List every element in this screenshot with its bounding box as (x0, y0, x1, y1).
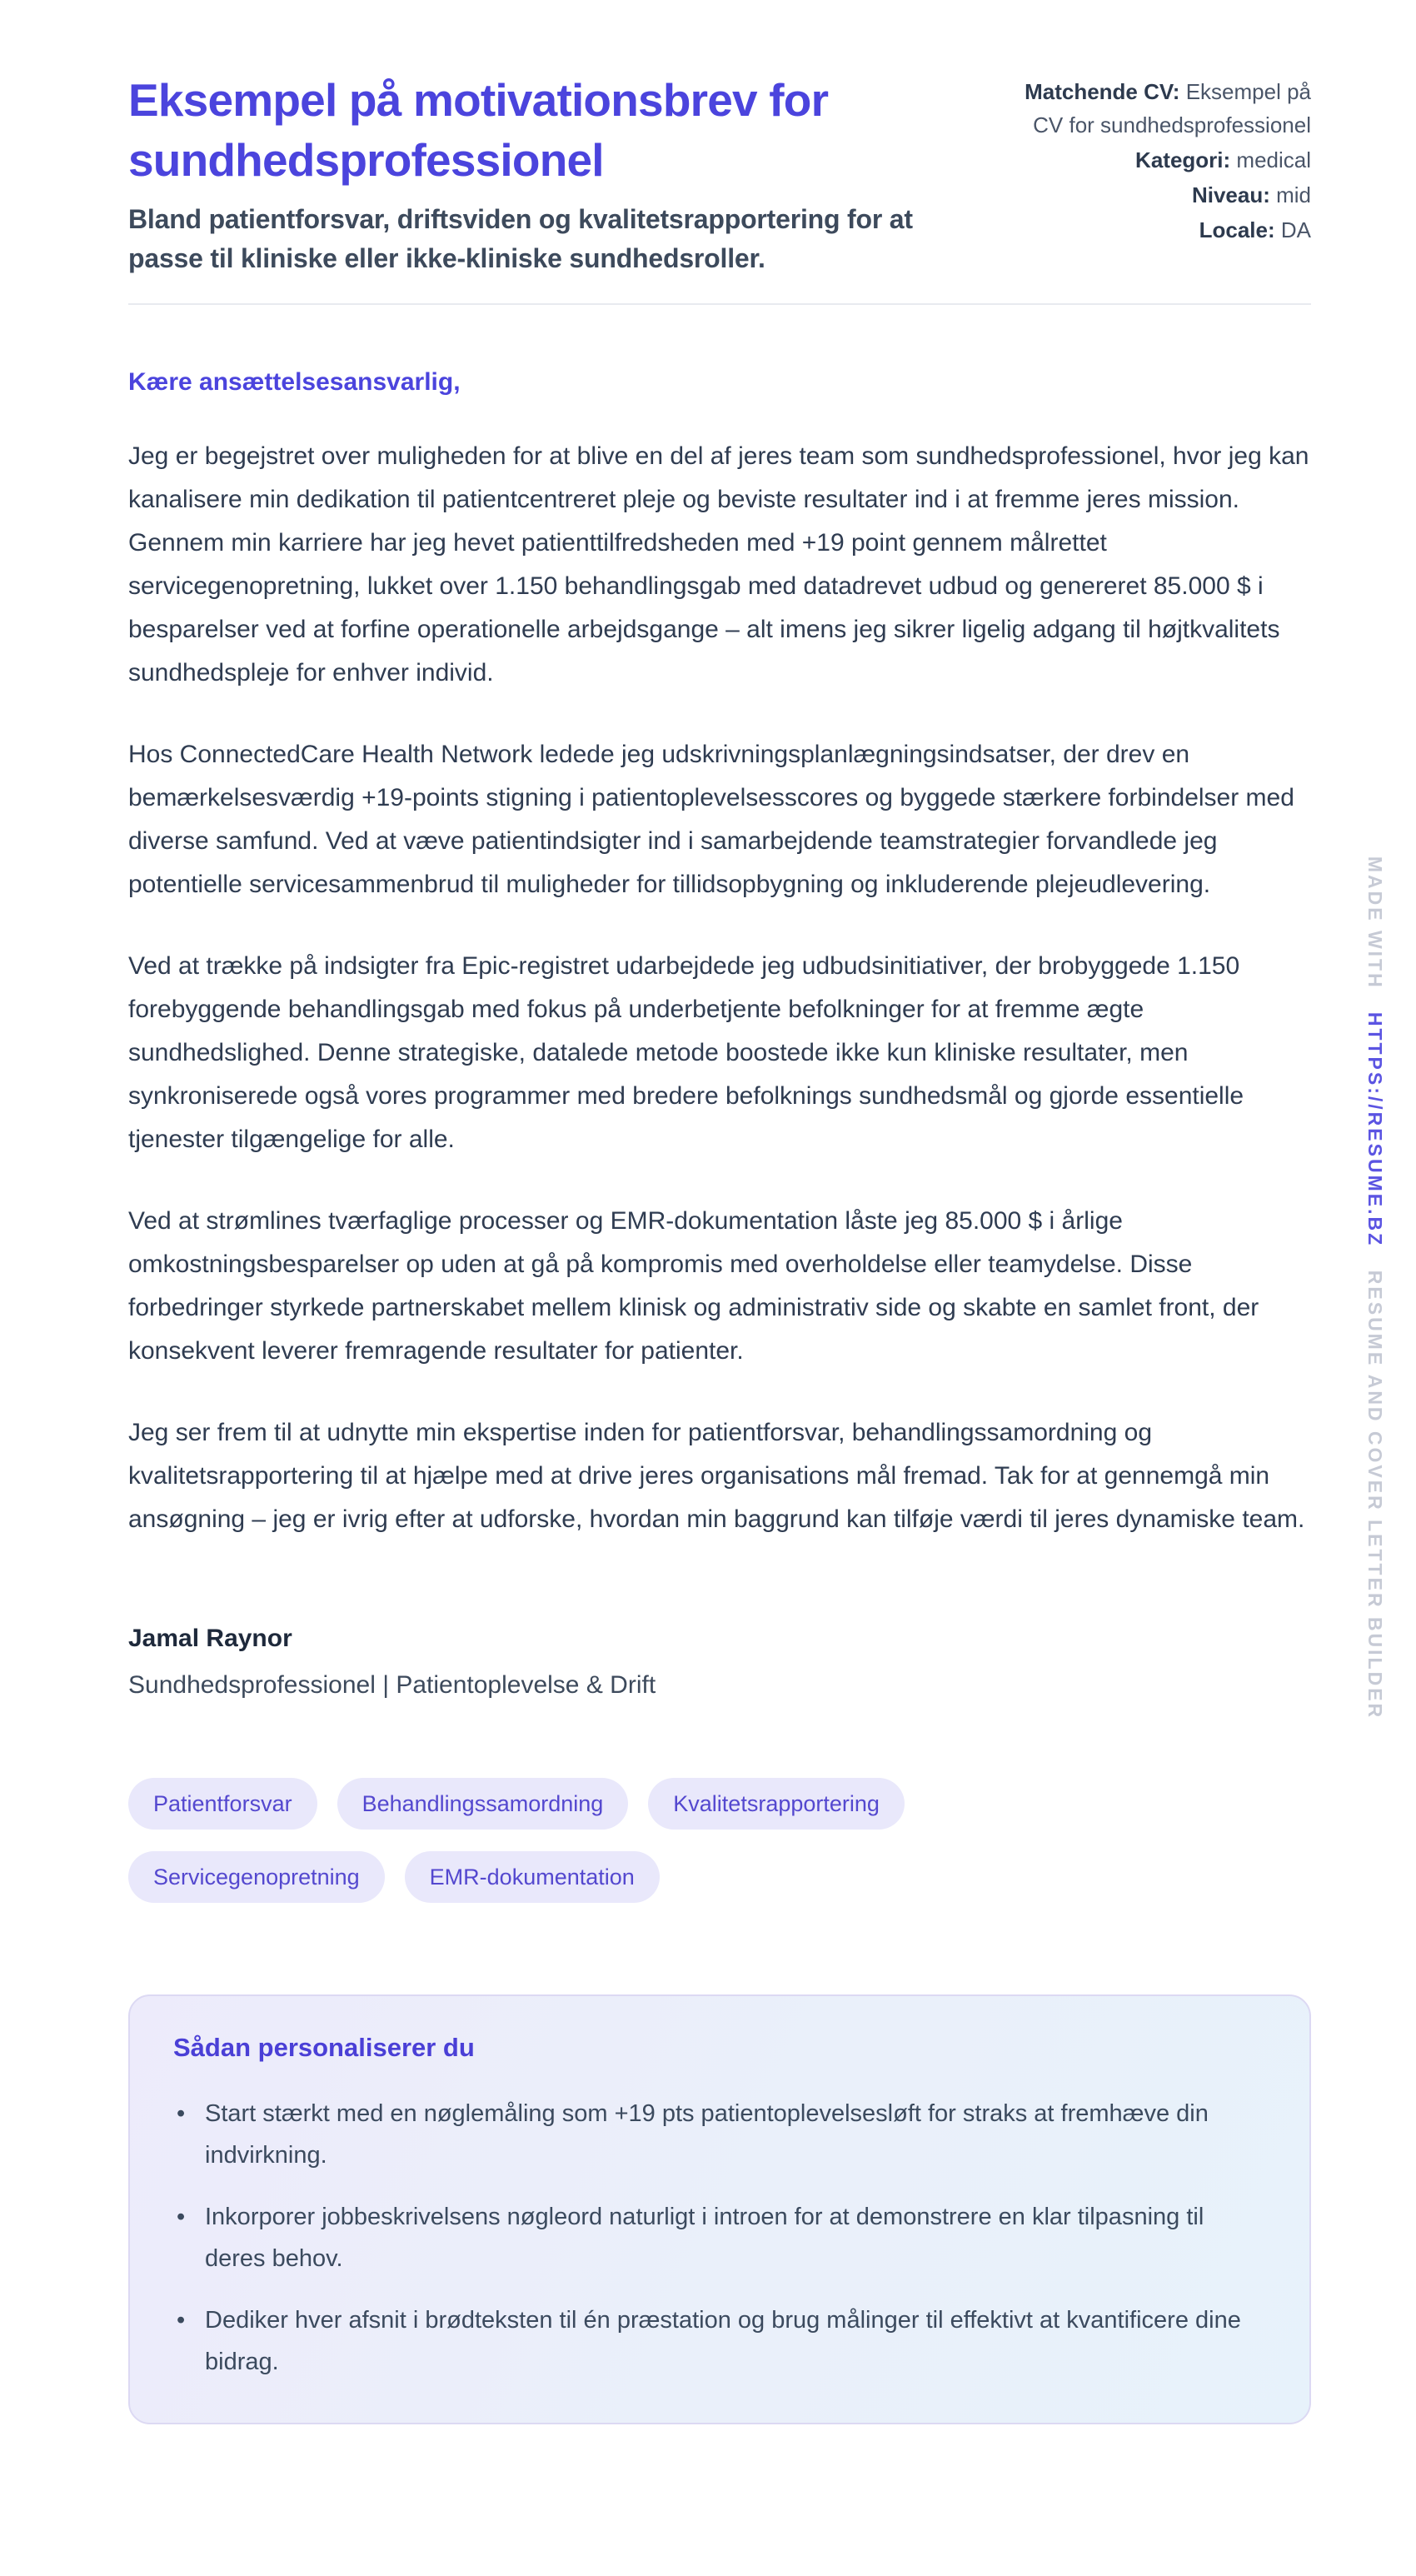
letter-paragraph: Jeg er begejstret over muligheden for at blive en del af jeres team som sundhedsprofessionel, hvor jeg kan kanalisere min dedikation til patientcentreret pleje og beviste resultater ind i at fremme jeres mission. Gennem min karriere har jeg hevet patienttilfredsheden med +19 point gennem målrettet servicegenopretning, lukket over 1.150 behandlingsgab med datadrevet udbud og genereret 85.000 $ i besparelser ved at forfine operationelle arbejdsgange – alt imens jeg sikrer ligelig adgang til højtkvalitets sundhedspleje for enhver individ. (128, 442, 1309, 686)
meta-label-matching-cv: Matchende CV: (1025, 79, 1180, 104)
meta-value-category: medical (1236, 147, 1311, 172)
tag-chip-patientforsvar[interactable]: Patientforsvar (128, 1778, 317, 1830)
meta-block (1001, 70, 1311, 248)
meta-label-category: Kategori: (1135, 147, 1231, 172)
meta-category (1001, 143, 1311, 177)
signature-role: Sundhedsprofessionel | Patientoplevelse & Drift (128, 1671, 656, 1699)
signature-name: Jamal Raynor (128, 1625, 292, 1652)
meta-matching-cv (1001, 75, 1311, 142)
watermark-suffix: RESUME AND COVER LETTER BUILDER (1364, 1270, 1386, 1720)
tip-item: • Start stærkt med en nøglemåling som +19 pts patientoplevelsesløft for straks at fremhæve din indvirkning. (173, 2093, 1266, 2176)
tip-item: • Dediker hver afsnit i brødteksten til én præstation og brug målinger til effektivt at kvantificere dine bidrag. (173, 2299, 1266, 2383)
letter-greeting: Kære ansættelsesansvarlig, (128, 368, 461, 396)
page-title: Eksempel på motivationsbrev for sundhedsprofessionel (128, 74, 829, 186)
tips-list (173, 2093, 1266, 2383)
keyword-tags (128, 1778, 1169, 1903)
meta-locale (1001, 213, 1311, 247)
tips-heading: Sådan personaliserer du (173, 2033, 475, 2062)
page-subtitle: Bland patientforsvar, driftsviden og kvalitetsrapportering for at passe til kliniske eller ikke-kliniske sundhedsroller. (128, 204, 913, 273)
letter-paragraph: Ved at strømlines tværfaglige processer og EMR-dokumentation låste jeg 85.000 $ i årlige omkostningsbesparelser op uden at gå på kompromis med overholdelse eller teamydelse. Disse forbedringer styrkede partnerskabet mellem klinisk og administrativ side og skabte en samlet front, der konsekvent leverer fremragende resultater for patienter. (128, 1207, 1259, 1365)
header (128, 70, 1311, 278)
letter-paragraph: Hos ConnectedCare Health Network ledede jeg udskrivningsplanlægningsindsatser, der drev en bemærkelsesværdig +19-points stigning i patientoplevelsesscores og byggede stærkere forbindelser med diverse samfund. Ved at væve patientindsigter ind i samarbejdende teamstrategier forvandlede jeg potentielle servicesammenbrud til muligheder for tillidsopbygning og inkluderende plejeudlevering. (128, 741, 1294, 898)
meta-level (1001, 178, 1311, 212)
meta-label-level: Niveau: (1191, 182, 1270, 207)
signature-block (128, 1625, 1311, 1700)
resume-bz-link[interactable]: HTTPS://RESUME.BZ (1364, 1012, 1386, 1248)
meta-value-locale: DA (1280, 217, 1311, 242)
watermark (1364, 856, 1386, 1720)
meta-value-level: mid (1276, 182, 1311, 207)
tip-item: • Inkorporer jobbeskrivelsens nøgleord naturligt i introen for at demonstrere en klar tilpasning til deres behov. (173, 2196, 1266, 2279)
tag-chip-kvalitetsrapportering[interactable]: Kvalitetsrapportering (648, 1778, 905, 1830)
meta-value-matching-cv: Eksempel på CV for sundhedsprofessionel (1033, 79, 1311, 137)
meta-label-locale: Locale: (1199, 217, 1275, 242)
personalization-tips-card (128, 1994, 1311, 2424)
letter-paragraph: Jeg ser frem til at udnytte min ekspertise inden for patientforsvar, behandlingssamordning og kvalitetsrapportering til at hjælpe med at drive jeres organisations mål fremad. Tak for at gennemgå min ansøgning – jeg er ivrig efter at udforske, hvordan min baggrund kan tilføje værdi til jeres dynamiske team. (128, 1419, 1305, 1533)
watermark-prefix: MADE WITH (1364, 856, 1386, 990)
tag-chip-behandlingssamordning[interactable]: Behandlingssamordning (337, 1778, 629, 1830)
header-titles (128, 70, 961, 278)
tag-chip-emr-dokumentation[interactable]: EMR-dokumentation (405, 1851, 660, 1903)
tag-chip-servicegenopretning[interactable]: Servicegenopretning (128, 1851, 385, 1903)
letter-body (128, 368, 1311, 2424)
letter-paragraph: Ved at trække på indsigter fra Epic-registret udarbejdede jeg udbudsinitiativer, der brobyggede 1.150 forebyggende behandlingsgab med fokus på underbetjente befolkninger for at fremme ægte sundhedslighed. Denne strategiske, datalede metode boostede ikke kun kliniske resultater, men synkroniserede også vores programmer med bredere befolknings sundhedsmål og gjorde essentielle tjenester tilgængelige for alle. (128, 952, 1244, 1153)
header-divider (128, 303, 1311, 305)
